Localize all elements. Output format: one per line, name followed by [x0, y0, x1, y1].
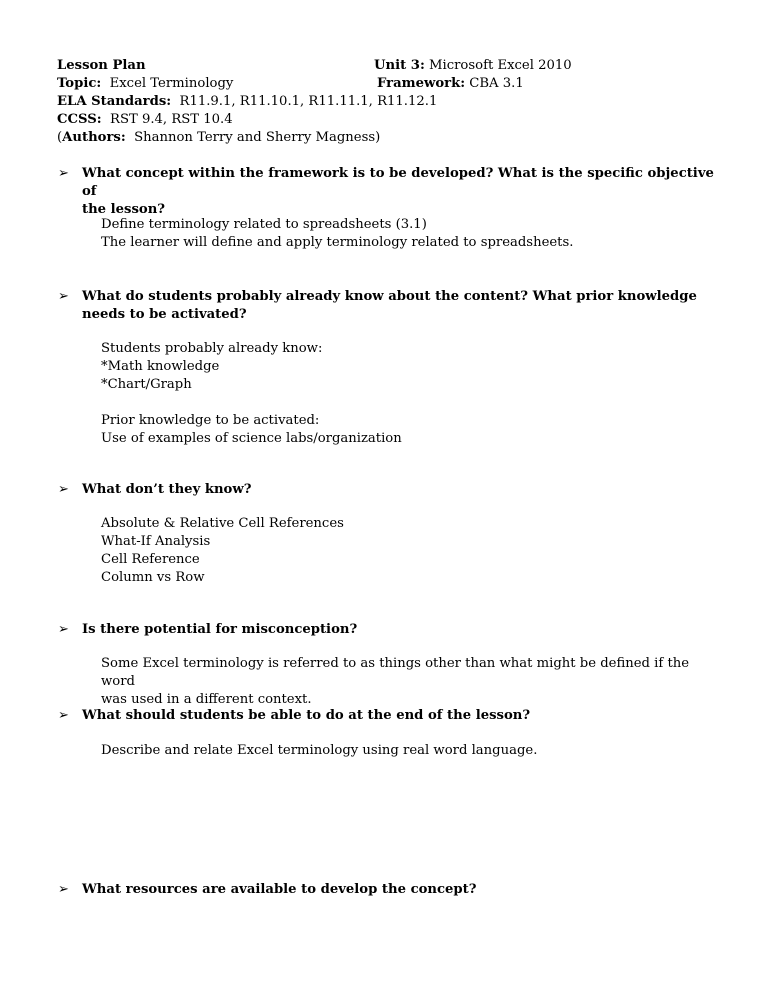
- question-resources: [58, 881, 722, 899]
- framework-value: CBA 3.1: [465, 76, 524, 91]
- answer-unknowns: [101, 515, 721, 587]
- ela-standards-field: [57, 93, 437, 111]
- answer-line: What-If Analysis: [101, 534, 211, 549]
- question-text-line: What don’t they know?: [82, 482, 252, 497]
- question-text-line: Is there potential for misconception?: [82, 622, 358, 637]
- authors-label: Authors:: [62, 130, 126, 145]
- ccss-value: RST 9.4, RST 10.4: [101, 112, 233, 127]
- framework-field: [377, 75, 524, 93]
- question-text-line: needs to be activated?: [82, 307, 247, 322]
- arrow-bullet-icon: ➢: [58, 482, 69, 497]
- topic-field: [57, 75, 233, 93]
- answer-line: Column vs Row: [101, 570, 205, 585]
- answer-outcomes: [101, 742, 721, 760]
- question-text-line: What do students probably already know about the content? What prior knowledge: [82, 289, 697, 304]
- answer-line: Cell Reference: [101, 552, 200, 567]
- answer-line: Some Excel terminology is referred to as things other than what might be defined if the word: [101, 656, 690, 689]
- arrow-bullet-icon: ➢: [58, 166, 69, 181]
- answer-line: Use of examples of science labs/organization: [101, 431, 402, 446]
- topic-label: Topic:: [57, 76, 102, 91]
- ela-label: ELA Standards:: [57, 94, 172, 109]
- question-prior-knowledge: [58, 288, 722, 324]
- question-outcomes: [58, 707, 722, 725]
- ccss-field: [57, 111, 233, 129]
- answer-line: Describe and relate Excel terminology using real word language.: [101, 743, 538, 758]
- answer-line: was used in a different context.: [101, 692, 312, 707]
- answer-line: *Math knowledge: [101, 359, 220, 374]
- answer-line: Prior knowledge to be activated:: [101, 413, 320, 428]
- answer-misconception: [101, 655, 721, 709]
- answer-line: Students probably already know:: [101, 341, 323, 356]
- answer-line: Define terminology related to spreadsheets (3.1): [101, 217, 427, 232]
- unit-label: Unit 3:: [374, 58, 425, 73]
- answer-line: [101, 394, 721, 412]
- authors-value: Shannon Terry and Sherry Magness): [125, 130, 381, 145]
- answer-line: Absolute & Relative Cell References: [101, 516, 344, 531]
- authors-open-paren: (: [57, 130, 63, 145]
- question-objective: [58, 165, 722, 219]
- topic-value: Excel Terminology: [101, 76, 234, 91]
- authors-field: [57, 129, 380, 147]
- framework-label: Framework:: [377, 76, 466, 91]
- question-text-line: What should students be able to do at the end of the lesson?: [82, 708, 531, 723]
- question-text-line: What concept within the framework is to be developed? What is the specific objective of: [82, 166, 714, 199]
- answer-line: *Chart/Graph: [101, 377, 192, 392]
- question-misconception: [58, 621, 722, 639]
- unit-value: Microsoft Excel 2010: [424, 58, 572, 73]
- unit-field: [374, 57, 572, 75]
- question-unknowns: [58, 481, 722, 499]
- answer-prior-knowledge: [101, 340, 721, 448]
- arrow-bullet-icon: ➢: [58, 708, 69, 723]
- arrow-bullet-icon: ➢: [58, 622, 69, 637]
- header-row-1: [57, 57, 146, 75]
- question-text-line: the lesson?: [82, 202, 166, 217]
- arrow-bullet-icon: ➢: [58, 289, 69, 304]
- lesson-plan-label: Lesson Plan: [57, 58, 146, 73]
- question-text-line: What resources are available to develop the concept?: [82, 882, 477, 897]
- ela-value: R11.9.1, R11.10.1, R11.11.1, R11.12.1: [171, 94, 438, 109]
- ccss-label: CCSS:: [57, 112, 102, 127]
- answer-objective: [101, 216, 721, 252]
- arrow-bullet-icon: ➢: [58, 882, 69, 897]
- answer-line: The learner will define and apply terminology related to spreadsheets.: [101, 235, 574, 250]
